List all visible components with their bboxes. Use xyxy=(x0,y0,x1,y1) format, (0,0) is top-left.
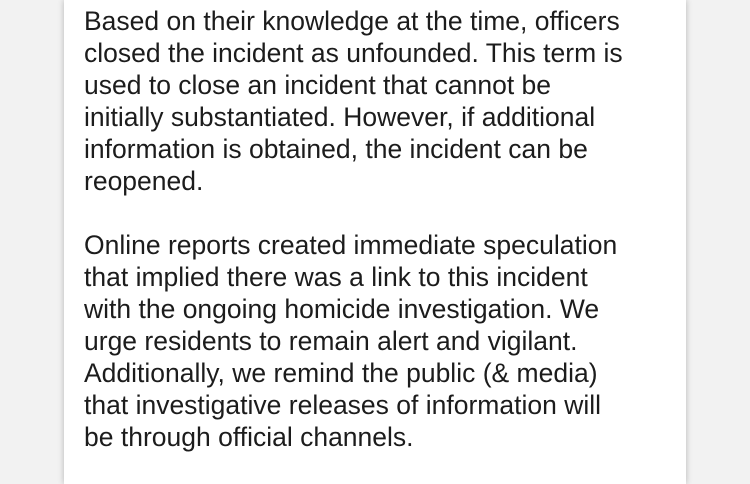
text-line: initially substantiated. However, if additional xyxy=(84,102,596,132)
text-line: used to close an incident that cannot be xyxy=(84,70,552,100)
text-line: closed the incident as unfounded. This term is xyxy=(84,38,623,68)
text-line: that investigative releases of information will xyxy=(84,390,601,420)
paragraph-speculation xyxy=(84,229,617,453)
text-line: be through official channels. xyxy=(84,422,414,452)
paragraph-unfounded xyxy=(84,5,623,197)
text-line: Additionally, we remind the public (& media) xyxy=(84,358,598,388)
text-line: that implied there was a link to this incident xyxy=(84,262,588,292)
text-line: with the ongoing homicide investigation. We xyxy=(84,294,600,324)
text-line: information is obtained, the incident can be xyxy=(84,134,588,164)
text-line: Online reports created immediate speculation xyxy=(84,230,618,260)
text-line: Based on their knowledge at the time, officers xyxy=(84,6,620,36)
text-line: urge residents to remain alert and vigilant. xyxy=(84,326,578,356)
document-page xyxy=(64,0,686,484)
text-line: reopened. xyxy=(84,166,204,196)
